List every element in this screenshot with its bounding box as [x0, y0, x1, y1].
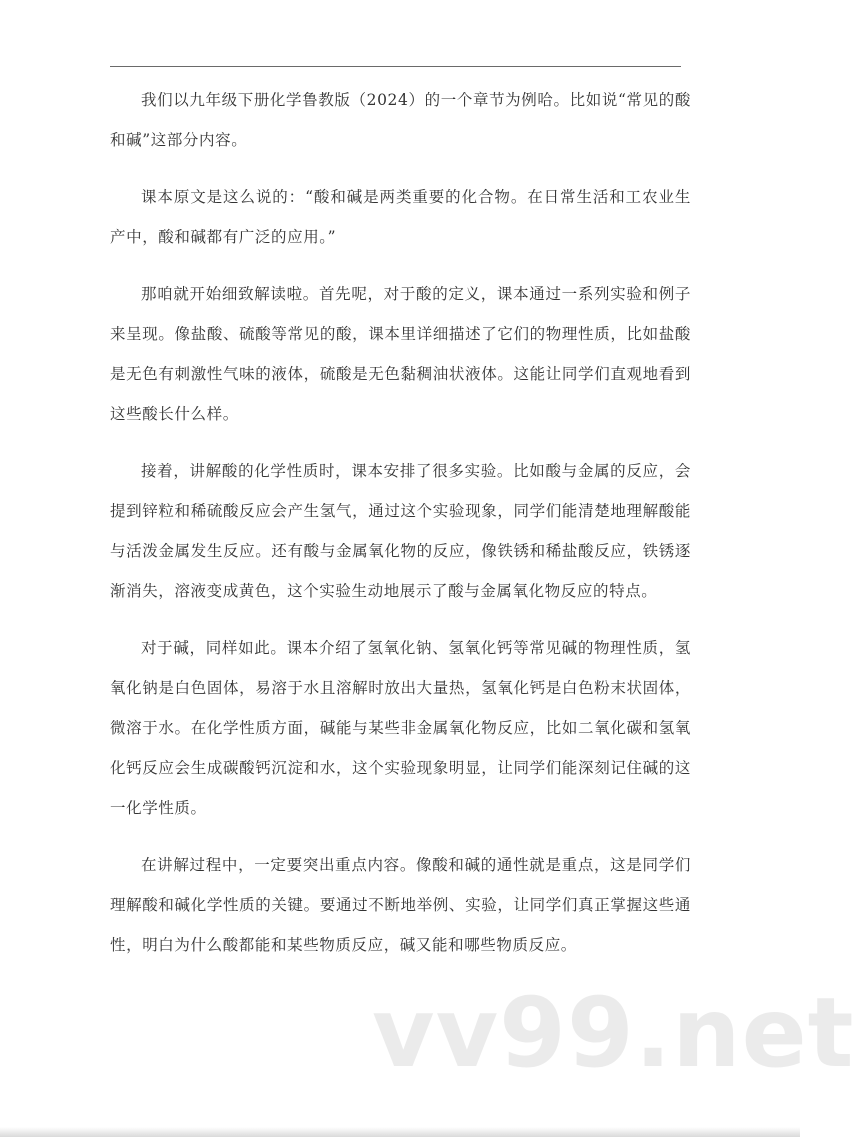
document-body [110, 80, 691, 982]
header-rule [110, 66, 681, 67]
paragraph-1: 我们以九年级下册化学鲁教版（2024）的一个章节为例哈。比如说“常见的酸和碱”这部分内容。 [110, 91, 691, 149]
watermark-text: vv99.net [372, 977, 855, 1089]
page-bottom-edge [0, 1127, 800, 1137]
paragraph-6: 在讲解过程中，一定要突出重点内容。像酸和碱的通性就是重点，这是同学们理解酸和碱化学性质的关键。要通过不断地举例、实验，让同学们真正掌握这些通性，明白为什么酸都能和某些物质反应，碱又能和哪些物质反应。 [110, 856, 691, 954]
paragraph-3: 那咱就开始细致解读啦。首先呢，对于酸的定义，课本通过一系列实验和例子来呈现。像盐酸、硫酸等常见的酸，课本里详细描述了它们的物理性质，比如盐酸是无色有刺激性气味的液体，硫酸是无色黏稠油状液体。这能让同学们直观地看到这些酸长什么样。 [110, 285, 691, 423]
paragraph-2: 课本原文是这么说的：“酸和碱是两类重要的化合物。在日常生活和工农业生产中，酸和碱都有广泛的应用。” [110, 188, 691, 246]
paragraph-4: 接着，讲解酸的化学性质时，课本安排了很多实验。比如酸与金属的反应，会提到锌粒和稀硫酸反应会产生氢气，通过这个实验现象，同学们能清楚地理解酸能与活泼金属发生反应。还有酸与金属氧化物的反应，像铁锈和稀盐酸反应，铁锈逐渐消失，溶液变成黄色，这个实验生动地展示了酸与金属氧化物反应的特点。 [110, 462, 691, 600]
paragraph-5: 对于碱，同样如此。课本介绍了氢氧化钠、氢氧化钙等常见碱的物理性质，氢氧化钠是白色固体，易溶于水且溶解时放出大量热，氢氧化钙是白色粉末状固体，微溶于水。在化学性质方面，碱能与某些非金属氧化物反应，比如二氧化碳和氢氧化钙反应会生成碳酸钙沉淀和水，这个实验现象明显，让同学们能深刻记住碱的这一化学性质。 [110, 639, 691, 817]
